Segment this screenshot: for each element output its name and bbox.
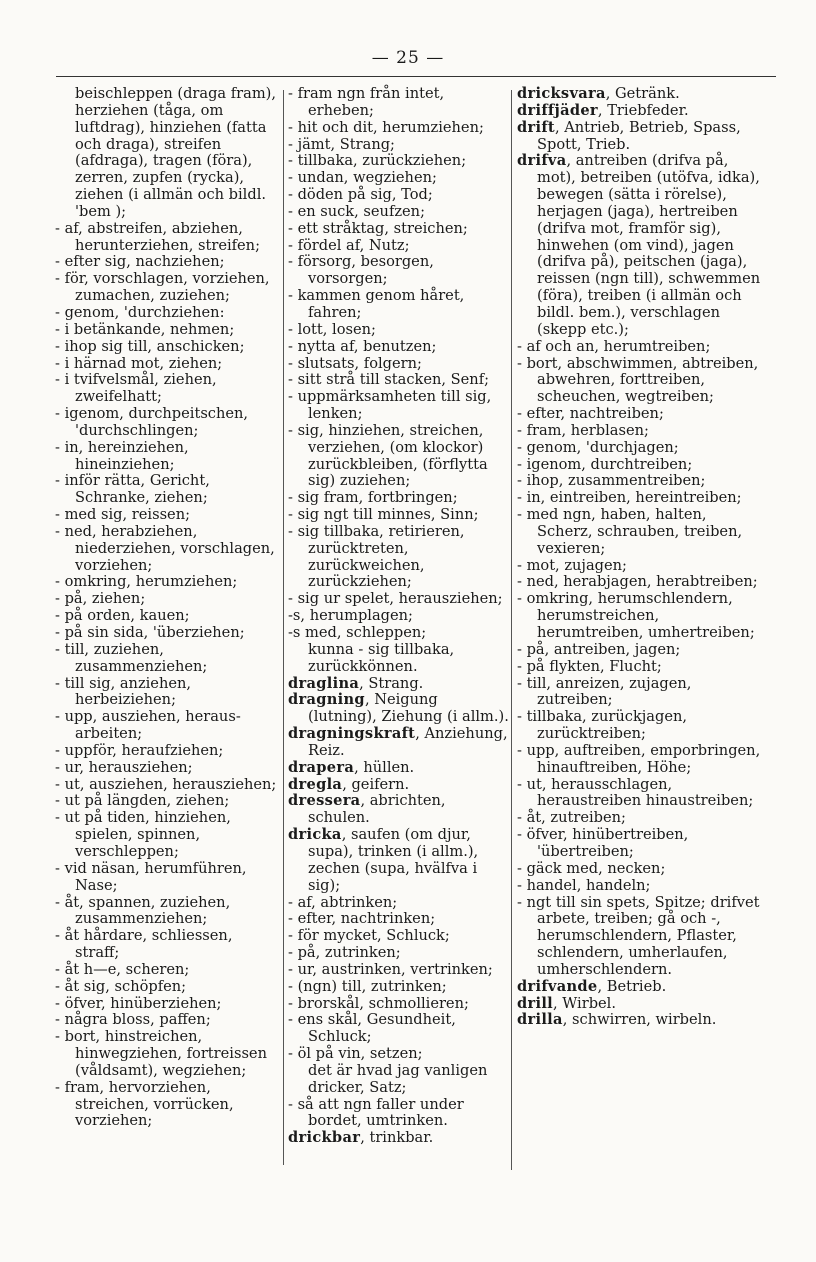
entry-text: - af, abtrinken; xyxy=(288,893,398,911)
headword: dregla xyxy=(288,775,343,793)
dictionary-entry xyxy=(288,389,510,423)
entry-text: - undan, wegziehen; xyxy=(288,169,437,187)
headword: driffjäder xyxy=(517,101,598,119)
entry-text: - igenom, durchpeitschen, 'durchschlingen; xyxy=(55,405,249,439)
headword-entry xyxy=(517,1012,764,1029)
dictionary-entry xyxy=(55,962,277,979)
dictionary-entry xyxy=(55,356,277,373)
entry-text: - sig ur spelet, herausziehen; xyxy=(288,590,503,608)
dictionary-entry xyxy=(55,473,277,507)
dictionary-entry xyxy=(55,507,277,524)
dictionary-entry xyxy=(288,507,510,524)
entry-text: - ned, herabziehen, niederziehen, vorschlagen, vorziehen; xyxy=(55,522,275,574)
entry-text: , antreiben (drifva på, mot), betreiben (utöfva, idka), bewegen (sätta i rörelse), herjagen (jaga), hertreiben (drifva mot, framför sig), hinwehen (om vind), jagen (drifva på), peitschen (jaga), reissen (ngn till), schwemmen (föra), treiben (i allmän och bildl. bem.), verschlagen (skepp etc.); xyxy=(537,152,761,338)
entry-text: - ens skål, Gesundheit, Schluck; xyxy=(288,1011,456,1046)
entry-text: - ut, ausziehen, herausziehen; xyxy=(55,775,277,793)
entry-text: - upp, ausziehen, heraus-arbeiten; xyxy=(55,708,241,743)
entry-text: - för, vorschlagen, vorziehen, zumachen, zuziehen; xyxy=(55,270,270,305)
headword-entry xyxy=(288,760,510,777)
dictionary-entry xyxy=(55,793,277,810)
dictionary-entry xyxy=(517,457,764,474)
dictionary-entry xyxy=(288,928,510,945)
entry-text: - lott, losen; xyxy=(288,320,376,338)
entry-text: - på, antreiben, jagen; xyxy=(517,640,681,658)
dictionary-entry xyxy=(55,979,277,996)
entry-text: - handel, handeln; xyxy=(517,876,651,894)
dictionary-entry xyxy=(288,1063,510,1097)
entry-text: - ihop sig till, anschicken; xyxy=(55,337,245,355)
entry-text: - så att ngn faller under bordet, umtrinken. xyxy=(288,1095,464,1130)
dictionary-entry xyxy=(288,490,510,507)
dictionary-entry xyxy=(288,911,510,928)
dictionary-column-3 xyxy=(517,86,764,1029)
entry-text: - efter sig, nachziehen; xyxy=(55,253,225,271)
entry-text: - för mycket, Schluck; xyxy=(288,927,450,945)
entry-text: - till sig, anziehen, herbeiziehen; xyxy=(55,674,192,709)
dictionary-entry xyxy=(288,86,510,120)
entry-text: - omkring, herumschlendern, herumstreichen, herumtreiben, umhertreiben; xyxy=(517,590,755,641)
dictionary-entry xyxy=(517,709,764,743)
dictionary-entry xyxy=(288,591,510,608)
headword: drill xyxy=(517,994,554,1012)
headword: drifva xyxy=(517,152,567,170)
dictionary-entry xyxy=(55,271,277,305)
dictionary-entry xyxy=(517,642,764,659)
entry-text: , trinkbar. xyxy=(360,1129,434,1147)
dictionary-entry xyxy=(55,305,277,322)
headword-entry xyxy=(517,153,764,338)
entry-text: , Neigung (lutning), Ziehung (i allm.). xyxy=(308,691,509,726)
entry-text: - bort, hinstreichen, hinwegziehen, fortreissen (våldsamt), wegziehen; xyxy=(55,1028,267,1079)
page-number: — 25 — xyxy=(371,48,445,68)
entry-text: - en suck, seufzen; xyxy=(288,202,425,220)
entry-text: - fram, hervorziehen, streichen, vorrücken, vorziehen; xyxy=(55,1078,234,1130)
headword: draglina xyxy=(288,674,360,692)
entry-text: - på, zutrinken; xyxy=(288,944,401,962)
entry-text: - slutsats, folgern; xyxy=(288,354,422,372)
dictionary-entry xyxy=(517,659,764,676)
entry-text: - bort, abschwimmen, abtreiben, abwehren, forttreiben, scheuchen, wegtreiben; xyxy=(517,354,759,406)
dictionary-entry xyxy=(55,642,277,676)
dictionary-entry xyxy=(288,996,510,1013)
entry-text: - på sin sida, 'überziehen; xyxy=(55,624,245,641)
dictionary-entry xyxy=(288,170,510,187)
dictionary-entry xyxy=(517,878,764,895)
entry-text: - ngt till sin spets, Spitze; drifvet arbete, treiben; gå och -, herumschlendern, Pflaster, schlendern, umherlaufen, umherschlendern. xyxy=(517,893,760,978)
dictionary-entry xyxy=(288,221,510,238)
entry-text: - igenom, durchtreiben; xyxy=(517,455,693,473)
headword-entry xyxy=(288,777,510,794)
dictionary-entry xyxy=(288,204,510,221)
headword: drilla xyxy=(517,1011,563,1029)
dictionary-entry xyxy=(517,406,764,423)
dictionary-entry xyxy=(288,945,510,962)
headword-entry xyxy=(517,979,764,996)
dictionary-entry xyxy=(517,490,764,507)
entry-text: - inför rätta, Gericht, Schranke, ziehen; xyxy=(55,472,210,507)
entry-text: - i betänkande, nehmen; xyxy=(55,320,235,338)
dictionary-entry xyxy=(55,221,277,255)
dictionary-entry xyxy=(288,625,510,642)
dictionary-entry xyxy=(55,524,277,575)
entry-text: - åt h—e, scheren; xyxy=(55,960,190,978)
entry-text: - åt, zutreiben; xyxy=(517,809,626,827)
entry-text: - öfver, hinüberziehen; xyxy=(55,994,222,1012)
entry-text: - in, hereinziehen, hineinziehen; xyxy=(55,438,189,473)
headword: drickbar xyxy=(288,1129,361,1147)
entry-text: kunna - sig tillbaka, zurückkönnen. xyxy=(308,640,455,675)
entry-text: , Getränk. xyxy=(605,85,680,102)
dictionary-entry xyxy=(288,608,510,625)
dictionary-entry xyxy=(288,187,510,204)
dictionary-entry xyxy=(288,1012,510,1046)
entry-text: - ut på längden, ziehen; xyxy=(55,792,230,810)
entry-text: - på orden, kauen; xyxy=(55,607,190,625)
dictionary-entry xyxy=(517,676,764,710)
entry-text: - af, abstreifen, abziehen, herunterziehen, streifen; xyxy=(55,219,260,254)
entry-text: - ur, herausziehen; xyxy=(55,758,193,776)
dictionary-entry xyxy=(55,810,277,861)
dictionary-entry xyxy=(55,709,277,743)
header-rule xyxy=(56,76,776,77)
entry-text: - öl på vin, setzen; xyxy=(288,1045,423,1063)
entry-text: , saufen (om djur, supa), trinken (i allm.), zechen (supa, hvälfva i sig); xyxy=(308,826,479,894)
entry-text: - döden på sig, Tod; xyxy=(288,186,433,204)
entry-text: - efter, nachtreiben; xyxy=(517,405,664,423)
entry-text: - fram, herblasen; xyxy=(517,421,649,439)
entry-text: - jämt, Strang; xyxy=(288,135,395,153)
dictionary-entry xyxy=(517,558,764,575)
entry-text: - upp, auftreiben, emporbringen, hinauftreiben, Höhe; xyxy=(517,741,761,776)
dictionary-entry xyxy=(288,1097,510,1131)
entry-text: - ut på tiden, hinziehen, spielen, spinnen, verschleppen; xyxy=(55,809,231,860)
dictionary-entry xyxy=(55,591,277,608)
entry-text: - sig fram, fortbringen; xyxy=(288,489,458,507)
dictionary-entry xyxy=(55,254,277,271)
entry-text: - ut, herausschlagen, heraustreiben hinaustreiben; xyxy=(517,775,754,810)
dictionary-entry xyxy=(55,372,277,406)
headword-entry xyxy=(288,1130,510,1147)
headword: drifvande xyxy=(517,977,598,995)
entry-text: - hit och dit, herumziehen; xyxy=(288,118,484,136)
entry-text: - åt sig, schöpfen; xyxy=(55,977,187,995)
entry-text: - genom, 'durchjagen; xyxy=(517,438,679,456)
entry-text: - fram ngn från intet, erheben; xyxy=(288,85,445,119)
dictionary-entry xyxy=(55,895,277,929)
dictionary-entry xyxy=(55,440,277,474)
dictionary-column-1 xyxy=(55,86,277,1130)
dictionary-entry xyxy=(55,996,277,1013)
entry-text: - efter, nachtrinken; xyxy=(288,910,436,928)
entry-text: , Anziehung, Reiz. xyxy=(308,725,508,759)
headword-entry xyxy=(288,726,510,760)
entry-text: - uppför, heraufziehen; xyxy=(55,741,224,759)
entry-text: - sig tillbaka, retirieren, zurücktreten, zurückweichen, zurückziehen; xyxy=(288,522,465,591)
entry-text: - åt hårdare, schliessen, straff; xyxy=(55,927,233,962)
entry-text: - kammen genom håret, fahren; xyxy=(288,287,465,321)
dictionary-entry xyxy=(517,507,764,558)
entry-text: det är hvad jag vanligen dricker, Satz; xyxy=(308,1061,488,1096)
entry-text: - nytta af, benutzen; xyxy=(288,337,437,355)
headword: dricka xyxy=(288,826,342,844)
headword-entry xyxy=(288,827,510,894)
headword: drift xyxy=(517,118,555,136)
entry-text: - gäck med, necken; xyxy=(517,859,666,877)
dictionary-entry xyxy=(288,423,510,490)
dictionary-entry xyxy=(517,827,764,861)
headword-entry xyxy=(288,793,510,827)
dictionary-entry xyxy=(288,642,510,676)
dictionary-entry xyxy=(55,1080,277,1131)
entry-text: - på, ziehen; xyxy=(55,590,146,608)
headword: dragning xyxy=(288,691,365,709)
dictionary-entry xyxy=(288,238,510,255)
entry-text: - i härnad mot, ziehen; xyxy=(55,354,223,372)
dictionary-entry xyxy=(55,86,277,221)
dictionary-entry xyxy=(288,339,510,356)
headword: dressera xyxy=(288,792,361,810)
dictionary-entry xyxy=(517,473,764,490)
dictionary-entry xyxy=(55,928,277,962)
entry-text: , Wirbel. xyxy=(553,994,616,1012)
entry-text: - åt, spannen, zuziehen, zusammenziehen; xyxy=(55,893,231,928)
headword-entry xyxy=(517,120,764,154)
entry-text: - tillbaka, zurückjagen, zurücktreiben; xyxy=(517,708,688,743)
dictionary-entry xyxy=(288,1046,510,1063)
entry-text: - sitt strå till stacken, Senf; xyxy=(288,371,490,389)
entry-text: - tillbaka, zurückziehen; xyxy=(288,152,467,170)
dictionary-entry xyxy=(55,574,277,591)
entry-text: - fördel af, Nutz; xyxy=(288,236,410,254)
entry-text: , Antrieb, Betrieb, Spass, Spott, Trieb. xyxy=(537,118,741,153)
entry-text: beischleppen (draga fram), herziehen (tåga, om luftdrag), hinziehen (fatta och draga), streifen (afdraga), tragen (föra), zerren, zupfen (rycka), ziehen (i allmän och bildl. 'bem ); xyxy=(75,85,277,220)
entry-text: - försorg, besorgen, vorsorgen; xyxy=(288,253,434,288)
dictionary-entry xyxy=(55,760,277,777)
dictionary-entry xyxy=(55,861,277,895)
entry-text: - till, zuziehen, zusammenziehen; xyxy=(55,640,208,675)
entry-text: , Betrieb. xyxy=(597,977,667,995)
dictionary-entry xyxy=(288,137,510,154)
dictionary-entry xyxy=(288,979,510,996)
entry-text: - öfver, hinübertreiben, 'übertreiben; xyxy=(517,826,689,860)
entry-text: - ett stråktag, streichen; xyxy=(288,219,468,237)
entry-text: - till, anreizen, zujagen, zutreiben; xyxy=(517,674,692,709)
entry-text: - ihop, zusammentreiben; xyxy=(517,472,706,490)
dictionary-entry xyxy=(517,810,764,827)
dictionary-entry xyxy=(55,743,277,760)
entry-text: - sig ngt till minnes, Sinn; xyxy=(288,506,479,524)
headword-entry xyxy=(517,996,764,1013)
dictionary-entry xyxy=(517,356,764,407)
entry-text: - genom, 'durchziehen: xyxy=(55,303,225,321)
headword: dricksvara xyxy=(517,85,606,102)
entry-text: - uppmärksamheten till sig, lenken; xyxy=(288,388,492,423)
dictionary-entry xyxy=(517,423,764,440)
dictionary-entry xyxy=(517,574,764,591)
dictionary-column-2 xyxy=(288,86,510,1147)
entry-text: - i tvifvelsmål, ziehen, zweifelhatt; xyxy=(55,371,217,406)
entry-text: - af och an, herumtreiben; xyxy=(517,337,711,355)
dictionary-entry xyxy=(55,1029,277,1080)
column-divider xyxy=(511,90,512,1170)
entry-text: , Strang. xyxy=(359,674,424,692)
dictionary-entry xyxy=(288,356,510,373)
dictionary-entry xyxy=(288,288,510,322)
headword-entry xyxy=(517,86,764,103)
headword-entry xyxy=(517,103,764,120)
dictionary-entry xyxy=(55,1012,277,1029)
entry-text: - med ngn, haben, halten, Scherz, schrauben, treiben, vexieren; xyxy=(517,506,743,557)
dictionary-entry xyxy=(288,120,510,137)
dictionary-entry xyxy=(288,254,510,288)
dictionary-entry xyxy=(517,339,764,356)
entry-text: , geifern. xyxy=(342,775,410,793)
entry-text: - med sig, reissen; xyxy=(55,506,191,524)
dictionary-entry xyxy=(55,406,277,440)
entry-text: - in, eintreiben, hereintreiben; xyxy=(517,489,742,507)
dictionary-entry xyxy=(55,608,277,625)
headword-entry xyxy=(288,676,510,693)
entry-text: - ned, herabjagen, herabtreiben; xyxy=(517,573,758,591)
dictionary-entry xyxy=(288,962,510,979)
headword: dragningskraft xyxy=(288,725,416,743)
entry-text: - vid näsan, herumführen, Nase; xyxy=(55,859,247,894)
dictionary-entry xyxy=(288,372,510,389)
headword-entry xyxy=(288,692,510,726)
entry-text: - några bloss, paffen; xyxy=(55,1011,211,1029)
headword: drapera xyxy=(288,758,355,776)
entry-text: - (ngn) till, zutrinken; xyxy=(288,977,447,995)
entry-text: -s med, schleppen; xyxy=(288,624,427,641)
dictionary-entry xyxy=(288,153,510,170)
dictionary-entry xyxy=(55,676,277,710)
entry-text: - ur, austrinken, vertrinken; xyxy=(288,960,493,978)
dictionary-entry xyxy=(517,743,764,777)
dictionary-entry xyxy=(288,524,510,591)
dictionary-entry xyxy=(517,861,764,878)
entry-text: , abrichten, schulen. xyxy=(308,792,446,827)
dictionary-entry xyxy=(517,777,764,811)
entry-text: , Triebfeder. xyxy=(597,101,689,119)
dictionary-entry xyxy=(288,895,510,912)
column-divider xyxy=(283,90,284,1165)
entry-text: - mot, zujagen; xyxy=(517,556,627,574)
entry-text: - sig, hinziehen, streichen, verziehen, (om klockor) zurückbleiben, (förflytta sig) zuziehen; xyxy=(288,421,488,490)
dictionary-entry xyxy=(55,777,277,794)
entry-text: - omkring, herumziehen; xyxy=(55,573,238,591)
dictionary-entry xyxy=(517,591,764,642)
dictionary-entry xyxy=(288,322,510,339)
entry-text: , hüllen. xyxy=(354,758,415,776)
dictionary-entry xyxy=(55,339,277,356)
dictionary-entry xyxy=(55,322,277,339)
entry-text: - brorskål, schmollieren; xyxy=(288,994,469,1012)
entry-text: , schwirren, wirbeln. xyxy=(562,1011,717,1029)
entry-text: - på flykten, Flucht; xyxy=(517,657,662,675)
dictionary-entry xyxy=(55,625,277,642)
dictionary-entry xyxy=(517,895,764,979)
entry-text: -s, herumplagen; xyxy=(288,607,413,625)
dictionary-entry xyxy=(517,440,764,457)
